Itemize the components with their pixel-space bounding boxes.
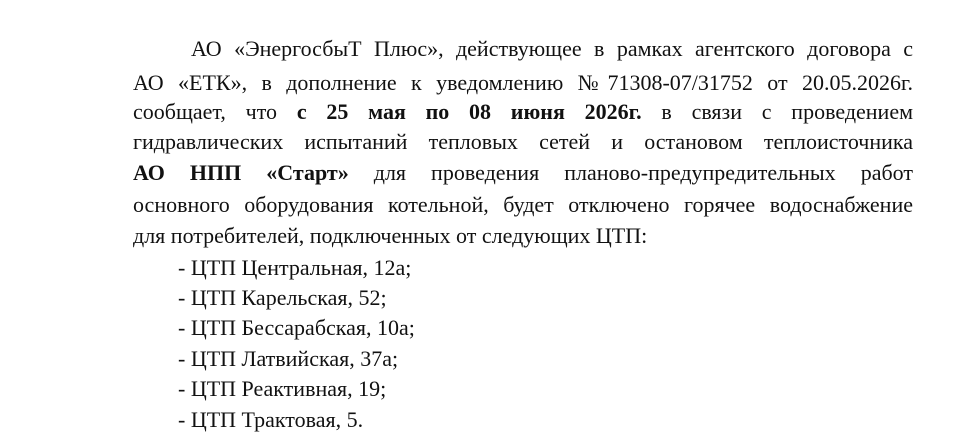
paragraph-line-5: [133, 158, 913, 188]
organization-bold: АО НПП «Старт»: [133, 160, 349, 185]
paragraph-line-3-start: сообщает, что: [133, 99, 297, 124]
paragraph-line-3: [133, 97, 913, 127]
paragraph-line-1: АО «ЭнергосбыТ Плюс», действующее в рамках агентского договора с: [191, 36, 913, 61]
paragraph-line-6: основного оборудования котельной, будет отключено горячее водоснабжение: [133, 192, 913, 217]
list-item: - ЦТП Реактивная, 19;: [178, 376, 387, 401]
paragraph-line-2: АО «ЕТК», в дополнение к уведомлению №71308-07/31752 от 20.05.2026г.: [133, 70, 913, 95]
list-item: - ЦТП Центральная, 12а;: [178, 255, 412, 280]
date-range-bold: с 25 мая по 08 июня 2026г.: [296, 99, 642, 124]
list-item: - ЦТП Бессарабская, 10а;: [178, 315, 415, 340]
list-item: - ЦТП Латвийская, 37а;: [178, 346, 399, 371]
list-item: - ЦТП Карельская, 52;: [178, 285, 387, 310]
paragraph-line-3-end: в связи с проведением: [641, 99, 914, 124]
paragraph-line-7: для потребителей, подключенных от следующих ЦТП:: [133, 223, 648, 248]
list-item: - ЦТП Трактовая, 5.: [178, 407, 364, 432]
paragraph-line-5-end: для проведения планово-предупредительных работ: [348, 160, 913, 185]
paragraph-line-4: гидравлических испытаний тепловых сетей и остановом теплоисточника: [133, 129, 913, 154]
